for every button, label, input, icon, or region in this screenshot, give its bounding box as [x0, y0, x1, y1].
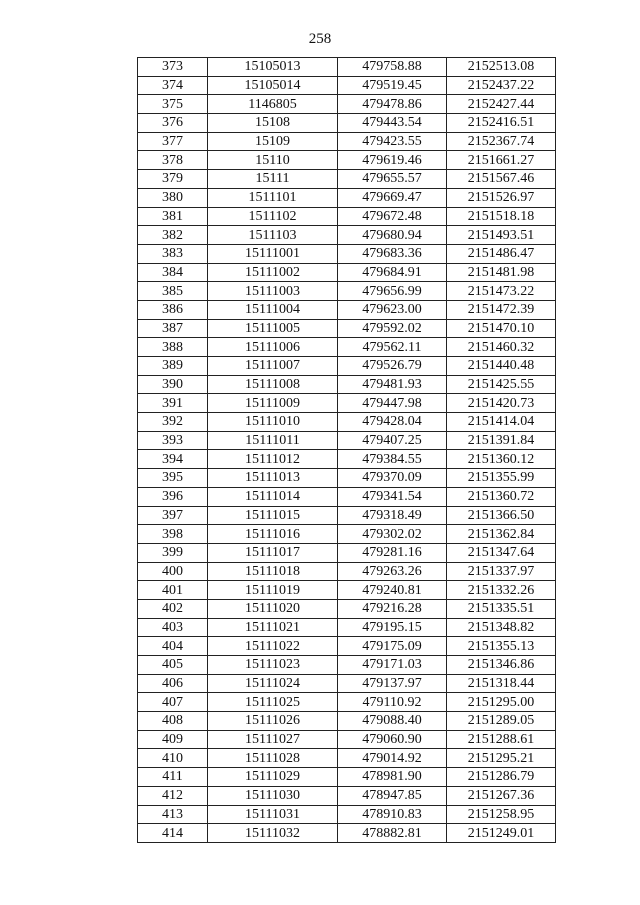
row-number-cell: 403 [138, 618, 208, 637]
page-number: 258 [308, 31, 332, 47]
point-id-cell: 1146805 [208, 95, 338, 114]
x-coordinate-cell: 479088.40 [338, 712, 447, 731]
point-id-cell: 15111027 [208, 730, 338, 749]
x-coordinate-cell: 479407.25 [338, 431, 447, 450]
y-coordinate-cell: 2151355.13 [447, 637, 556, 656]
row-number-cell: 411 [138, 768, 208, 787]
row-number-cell: 389 [138, 357, 208, 376]
point-id-cell: 15111011 [208, 431, 338, 450]
x-coordinate-cell: 479592.02 [338, 319, 447, 338]
row-number-cell: 398 [138, 525, 208, 544]
row-number-cell: 375 [138, 95, 208, 114]
y-coordinate-cell: 2151414.04 [447, 413, 556, 432]
row-number-cell: 394 [138, 450, 208, 469]
point-id-cell: 15111009 [208, 394, 338, 413]
table-row [138, 357, 556, 376]
point-id-cell: 15111017 [208, 543, 338, 562]
row-number-cell: 381 [138, 207, 208, 226]
table-row [138, 469, 556, 488]
x-coordinate-cell: 479263.26 [338, 562, 447, 581]
point-id-cell: 15111020 [208, 599, 338, 618]
point-id-cell: 15111019 [208, 581, 338, 600]
table-row [138, 786, 556, 805]
x-coordinate-cell: 479171.03 [338, 656, 447, 675]
point-id-cell: 15111030 [208, 786, 338, 805]
table-body [138, 58, 556, 843]
y-coordinate-cell: 2151472.39 [447, 300, 556, 319]
x-coordinate-cell: 479623.00 [338, 300, 447, 319]
table-row [138, 207, 556, 226]
x-coordinate-cell: 479175.09 [338, 637, 447, 656]
x-coordinate-cell: 478981.90 [338, 768, 447, 787]
x-coordinate-cell: 479384.55 [338, 450, 447, 469]
table-row [138, 824, 556, 843]
y-coordinate-cell: 2151355.99 [447, 469, 556, 488]
row-number-cell: 386 [138, 300, 208, 319]
x-coordinate-cell: 479318.49 [338, 506, 447, 525]
row-number-cell: 382 [138, 226, 208, 245]
point-id-cell: 15110 [208, 151, 338, 170]
table-row [138, 768, 556, 787]
table-row [138, 674, 556, 693]
row-number-cell: 376 [138, 114, 208, 133]
row-number-cell: 397 [138, 506, 208, 525]
point-id-cell: 15111026 [208, 712, 338, 731]
point-id-cell: 15111006 [208, 338, 338, 357]
x-coordinate-cell: 479672.48 [338, 207, 447, 226]
table-row [138, 319, 556, 338]
table-row [138, 244, 556, 263]
y-coordinate-cell: 2151347.64 [447, 543, 556, 562]
point-id-cell: 15111005 [208, 319, 338, 338]
table-row [138, 431, 556, 450]
y-coordinate-cell: 2151295.00 [447, 693, 556, 712]
table-row [138, 58, 556, 77]
table-row [138, 375, 556, 394]
y-coordinate-cell: 2151289.05 [447, 712, 556, 731]
table-row [138, 525, 556, 544]
x-coordinate-cell: 479216.28 [338, 599, 447, 618]
x-coordinate-cell: 479341.54 [338, 487, 447, 506]
point-id-cell: 15111016 [208, 525, 338, 544]
x-coordinate-cell: 479481.93 [338, 375, 447, 394]
x-coordinate-cell: 479110.92 [338, 693, 447, 712]
row-number-cell: 414 [138, 824, 208, 843]
y-coordinate-cell: 2151258.95 [447, 805, 556, 824]
y-coordinate-cell: 2151337.97 [447, 562, 556, 581]
y-coordinate-cell: 2151425.55 [447, 375, 556, 394]
row-number-cell: 405 [138, 656, 208, 675]
table-row [138, 693, 556, 712]
y-coordinate-cell: 2151318.44 [447, 674, 556, 693]
point-id-cell: 15111024 [208, 674, 338, 693]
y-coordinate-cell: 2151360.12 [447, 450, 556, 469]
row-number-cell: 385 [138, 282, 208, 301]
table-row [138, 151, 556, 170]
table-row [138, 188, 556, 207]
table-row [138, 506, 556, 525]
y-coordinate-cell: 2151481.98 [447, 263, 556, 282]
point-id-cell: 15111010 [208, 413, 338, 432]
row-number-cell: 387 [138, 319, 208, 338]
row-number-cell: 402 [138, 599, 208, 618]
table-row [138, 394, 556, 413]
table-row [138, 170, 556, 189]
row-number-cell: 392 [138, 413, 208, 432]
table-row [138, 76, 556, 95]
x-coordinate-cell: 479443.54 [338, 114, 447, 133]
y-coordinate-cell: 2151391.84 [447, 431, 556, 450]
x-coordinate-cell: 479281.16 [338, 543, 447, 562]
x-coordinate-cell: 479428.04 [338, 413, 447, 432]
row-number-cell: 378 [138, 151, 208, 170]
point-id-cell: 1511102 [208, 207, 338, 226]
x-coordinate-cell: 479137.97 [338, 674, 447, 693]
table-row [138, 226, 556, 245]
x-coordinate-cell: 478947.85 [338, 786, 447, 805]
y-coordinate-cell: 2151420.73 [447, 394, 556, 413]
row-number-cell: 409 [138, 730, 208, 749]
y-coordinate-cell: 2152367.74 [447, 132, 556, 151]
row-number-cell: 401 [138, 581, 208, 600]
x-coordinate-cell: 479619.46 [338, 151, 447, 170]
row-number-cell: 383 [138, 244, 208, 263]
table-row [138, 730, 556, 749]
point-id-cell: 15111012 [208, 450, 338, 469]
y-coordinate-cell: 2151661.27 [447, 151, 556, 170]
x-coordinate-cell: 479302.02 [338, 525, 447, 544]
x-coordinate-cell: 478910.83 [338, 805, 447, 824]
row-number-cell: 406 [138, 674, 208, 693]
x-coordinate-cell: 479014.92 [338, 749, 447, 768]
table-row [138, 637, 556, 656]
x-coordinate-cell: 479683.36 [338, 244, 447, 263]
y-coordinate-cell: 2151348.82 [447, 618, 556, 637]
y-coordinate-cell: 2151360.72 [447, 487, 556, 506]
point-id-cell: 15111003 [208, 282, 338, 301]
x-coordinate-cell: 479669.47 [338, 188, 447, 207]
point-id-cell: 15105013 [208, 58, 338, 77]
y-coordinate-cell: 2151362.84 [447, 525, 556, 544]
y-coordinate-cell: 2152513.08 [447, 58, 556, 77]
row-number-cell: 379 [138, 170, 208, 189]
y-coordinate-cell: 2151567.46 [447, 170, 556, 189]
row-number-cell: 373 [138, 58, 208, 77]
y-coordinate-cell: 2152416.51 [447, 114, 556, 133]
y-coordinate-cell: 2151366.50 [447, 506, 556, 525]
row-number-cell: 390 [138, 375, 208, 394]
x-coordinate-cell: 479240.81 [338, 581, 447, 600]
table-row [138, 132, 556, 151]
table-row [138, 338, 556, 357]
coordinates-table [137, 57, 556, 843]
table-row [138, 413, 556, 432]
table-row [138, 95, 556, 114]
y-coordinate-cell: 2151332.26 [447, 581, 556, 600]
y-coordinate-cell: 2151526.97 [447, 188, 556, 207]
point-id-cell: 15105014 [208, 76, 338, 95]
y-coordinate-cell: 2151249.01 [447, 824, 556, 843]
point-id-cell: 15111 [208, 170, 338, 189]
point-id-cell: 15109 [208, 132, 338, 151]
point-id-cell: 15108 [208, 114, 338, 133]
row-number-cell: 413 [138, 805, 208, 824]
y-coordinate-cell: 2151288.61 [447, 730, 556, 749]
point-id-cell: 15111008 [208, 375, 338, 394]
x-coordinate-cell: 479519.45 [338, 76, 447, 95]
x-coordinate-cell: 479423.55 [338, 132, 447, 151]
y-coordinate-cell: 2151335.51 [447, 599, 556, 618]
x-coordinate-cell: 479526.79 [338, 357, 447, 376]
point-id-cell: 15111018 [208, 562, 338, 581]
y-coordinate-cell: 2152437.22 [447, 76, 556, 95]
y-coordinate-cell: 2151267.36 [447, 786, 556, 805]
table-row [138, 562, 556, 581]
table-row [138, 300, 556, 319]
point-id-cell: 1511103 [208, 226, 338, 245]
y-coordinate-cell: 2151460.32 [447, 338, 556, 357]
point-id-cell: 15111028 [208, 749, 338, 768]
table-row [138, 712, 556, 731]
point-id-cell: 1511101 [208, 188, 338, 207]
x-coordinate-cell: 479060.90 [338, 730, 447, 749]
y-coordinate-cell: 2151473.22 [447, 282, 556, 301]
row-number-cell: 391 [138, 394, 208, 413]
point-id-cell: 15111004 [208, 300, 338, 319]
x-coordinate-cell: 479478.86 [338, 95, 447, 114]
y-coordinate-cell: 2151486.47 [447, 244, 556, 263]
row-number-cell: 407 [138, 693, 208, 712]
row-number-cell: 374 [138, 76, 208, 95]
table-row [138, 599, 556, 618]
table-row [138, 618, 556, 637]
row-number-cell: 393 [138, 431, 208, 450]
x-coordinate-cell: 479447.98 [338, 394, 447, 413]
row-number-cell: 412 [138, 786, 208, 805]
x-coordinate-cell: 479370.09 [338, 469, 447, 488]
point-id-cell: 15111001 [208, 244, 338, 263]
x-coordinate-cell: 479562.11 [338, 338, 447, 357]
point-id-cell: 15111031 [208, 805, 338, 824]
y-coordinate-cell: 2152427.44 [447, 95, 556, 114]
table-row [138, 450, 556, 469]
y-coordinate-cell: 2151286.79 [447, 768, 556, 787]
point-id-cell: 15111007 [208, 357, 338, 376]
y-coordinate-cell: 2151470.10 [447, 319, 556, 338]
point-id-cell: 15111013 [208, 469, 338, 488]
row-number-cell: 400 [138, 562, 208, 581]
table-row [138, 656, 556, 675]
point-id-cell: 15111029 [208, 768, 338, 787]
table-row [138, 581, 556, 600]
table-row [138, 805, 556, 824]
row-number-cell: 388 [138, 338, 208, 357]
row-number-cell: 396 [138, 487, 208, 506]
point-id-cell: 15111025 [208, 693, 338, 712]
table-row [138, 543, 556, 562]
x-coordinate-cell: 479684.91 [338, 263, 447, 282]
x-coordinate-cell: 479758.88 [338, 58, 447, 77]
y-coordinate-cell: 2151493.51 [447, 226, 556, 245]
table-row [138, 114, 556, 133]
x-coordinate-cell: 479655.57 [338, 170, 447, 189]
y-coordinate-cell: 2151440.48 [447, 357, 556, 376]
y-coordinate-cell: 2151518.18 [447, 207, 556, 226]
point-id-cell: 15111002 [208, 263, 338, 282]
x-coordinate-cell: 479680.94 [338, 226, 447, 245]
table-row [138, 749, 556, 768]
row-number-cell: 395 [138, 469, 208, 488]
x-coordinate-cell: 478882.81 [338, 824, 447, 843]
row-number-cell: 384 [138, 263, 208, 282]
table-row [138, 263, 556, 282]
y-coordinate-cell: 2151346.86 [447, 656, 556, 675]
point-id-cell: 15111021 [208, 618, 338, 637]
point-id-cell: 15111023 [208, 656, 338, 675]
row-number-cell: 408 [138, 712, 208, 731]
row-number-cell: 404 [138, 637, 208, 656]
y-coordinate-cell: 2151295.21 [447, 749, 556, 768]
point-id-cell: 15111022 [208, 637, 338, 656]
point-id-cell: 15111015 [208, 506, 338, 525]
table-row [138, 282, 556, 301]
x-coordinate-cell: 479195.15 [338, 618, 447, 637]
point-id-cell: 15111032 [208, 824, 338, 843]
row-number-cell: 410 [138, 749, 208, 768]
table-row [138, 487, 556, 506]
x-coordinate-cell: 479656.99 [338, 282, 447, 301]
row-number-cell: 399 [138, 543, 208, 562]
row-number-cell: 380 [138, 188, 208, 207]
row-number-cell: 377 [138, 132, 208, 151]
point-id-cell: 15111014 [208, 487, 338, 506]
